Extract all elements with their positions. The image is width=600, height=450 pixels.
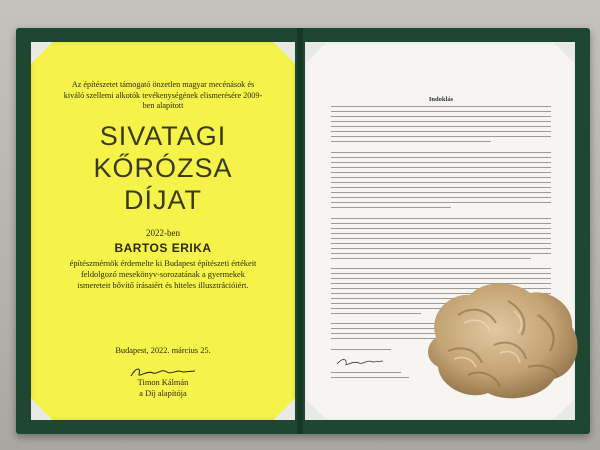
text-line [331,228,551,229]
text-line [331,207,451,208]
certificate-intro: Az építészetet támogató önzetlen magyar mecénások és kiváló szellemi alkotók tevékenységének elismerésére 2009-ben alapított [63,80,263,110]
recipient-name: BARTOS ERIKA [114,241,212,255]
photo-corner [553,42,575,64]
text-line [331,121,551,122]
text-line [331,349,391,350]
award-title-line-3: DÍJAT [124,185,202,215]
photo-corner [31,42,53,64]
photo-corner [305,42,327,64]
text-line [331,106,551,107]
text-line [331,111,551,112]
signer-role: a Díj alapítója [139,389,187,398]
photo-corner [31,398,53,420]
text-line [331,258,531,259]
award-year: 2022-ben [146,228,180,238]
text-line [331,141,491,142]
text-line [331,268,551,269]
text-line [331,167,551,168]
text-line [331,248,551,249]
text-line [331,218,551,219]
signer-block [31,377,295,399]
certificate-date: Budapest, 2022. március 25. [115,346,211,355]
text-line [331,192,551,193]
photo-corner [305,398,327,420]
text-line [331,187,551,188]
signer-name: Timon Kálmán [137,378,189,387]
text-line [331,177,551,178]
text-line [331,243,551,244]
text-line [331,202,551,203]
text-line [331,182,551,183]
text-line [331,126,551,127]
photo-corner [273,398,295,420]
text-line [331,372,401,373]
text-line [331,253,551,254]
text-line [331,162,551,163]
signature [335,356,385,368]
desert-rose-crystal [418,275,586,405]
text-line [331,377,409,378]
text-line [331,157,551,158]
text-line [331,223,551,224]
award-title-line-1: SIVATAGI [99,121,227,151]
text-line [331,152,551,153]
certificate-page [31,42,295,420]
text-line [331,131,551,132]
text-line [331,238,551,239]
citation-text: építészmérnök érdemelte ki Budapest építészeti értékeit feldolgozó mesekönyv-sorozatának a gyermekek ismereteit bővítő írásaiért és hiteles illusztrációiért. [69,259,257,290]
text-line [331,233,551,234]
text-line [331,116,551,117]
justification-heading: Indoklás [428,96,454,103]
text-line [331,313,421,314]
text-line [331,197,551,198]
text-line [331,172,551,173]
photo-corner [273,42,295,64]
award-title-line-2: KŐRÓZSA [93,153,233,183]
text-line [331,136,551,137]
folder-spine [297,28,303,434]
